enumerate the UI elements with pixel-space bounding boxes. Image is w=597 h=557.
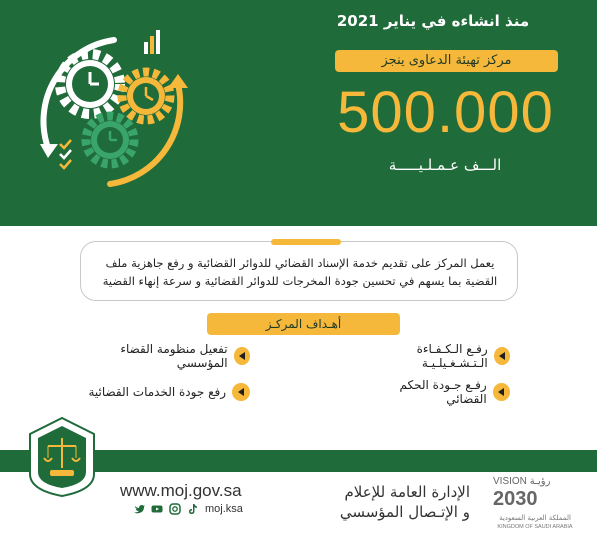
goals-title: أهـداف المركـز <box>207 313 400 335</box>
social-links <box>133 503 243 515</box>
goal-item <box>80 342 250 370</box>
card-tab-accent <box>271 239 341 245</box>
center-label-pill: مركز تهيئة الدعاوى ينجز <box>335 50 558 72</box>
arrow-left-icon <box>494 347 510 365</box>
department-name <box>300 482 470 522</box>
goal-item <box>80 381 250 403</box>
checklist-icon <box>60 140 71 168</box>
bar-chart-icon <box>144 30 160 54</box>
youtube-icon[interactable] <box>151 503 163 515</box>
arrow-left-icon <box>493 383 510 401</box>
ministry-emblem-logo <box>24 416 100 498</box>
green-gear-icon <box>86 116 134 164</box>
yellow-gear-icon <box>122 72 170 120</box>
goal-label: رفـع الـكـفـاءة الـتـشـغـيلـيـة <box>416 342 488 370</box>
goal-label: رفع جودة الخدمات القضائية <box>88 385 226 399</box>
description-text: يعمل المركز على تقديم خدمة الإسناد القضائي للدوائر القضائية و رفع جاهزية ملف القضية بما يسهم في تحسين جودة المخرجات للدوائر القضائية و سرعة إنهاء القضية <box>102 256 498 288</box>
hero-banner <box>0 0 597 226</box>
department-line-2: و الإتـصال المؤسسي <box>339 503 470 521</box>
description-card <box>80 241 518 301</box>
vision-title: VISION رؤيـة <box>493 476 551 487</box>
arrow-left-icon <box>234 347 250 365</box>
vision-2030-logo <box>493 476 577 538</box>
goal-item <box>360 378 510 406</box>
arrow-left-icon <box>232 383 250 401</box>
vision-country-en: KINGDOM OF SAUDI ARABIA <box>497 524 573 530</box>
department-line-1: الإدارة العامة للإعلام <box>344 483 470 501</box>
social-handle[interactable]: moj.ksa <box>205 503 243 515</box>
tiktok-icon[interactable] <box>187 503 199 515</box>
twitter-icon[interactable] <box>133 503 145 515</box>
goal-label: تفعيل منظومة القضاء المؤسسي <box>120 342 228 370</box>
vision-year: 2030 <box>493 488 538 510</box>
operations-count: 500.000 <box>337 80 554 145</box>
operations-unit: الـــف عـمـلـيـــــة <box>388 156 502 174</box>
instagram-icon[interactable] <box>169 503 181 515</box>
vision-country-ar: المملكة العربية السعودية <box>499 514 571 522</box>
goal-label: رفـع جـودة الحكم القضائي <box>399 378 487 406</box>
goal-item <box>360 342 510 370</box>
gears-illustration <box>18 26 208 198</box>
website-link[interactable]: www.moj.gov.sa <box>120 481 242 500</box>
since-date: منذ انشاءه في يناير 2021 <box>336 12 530 30</box>
